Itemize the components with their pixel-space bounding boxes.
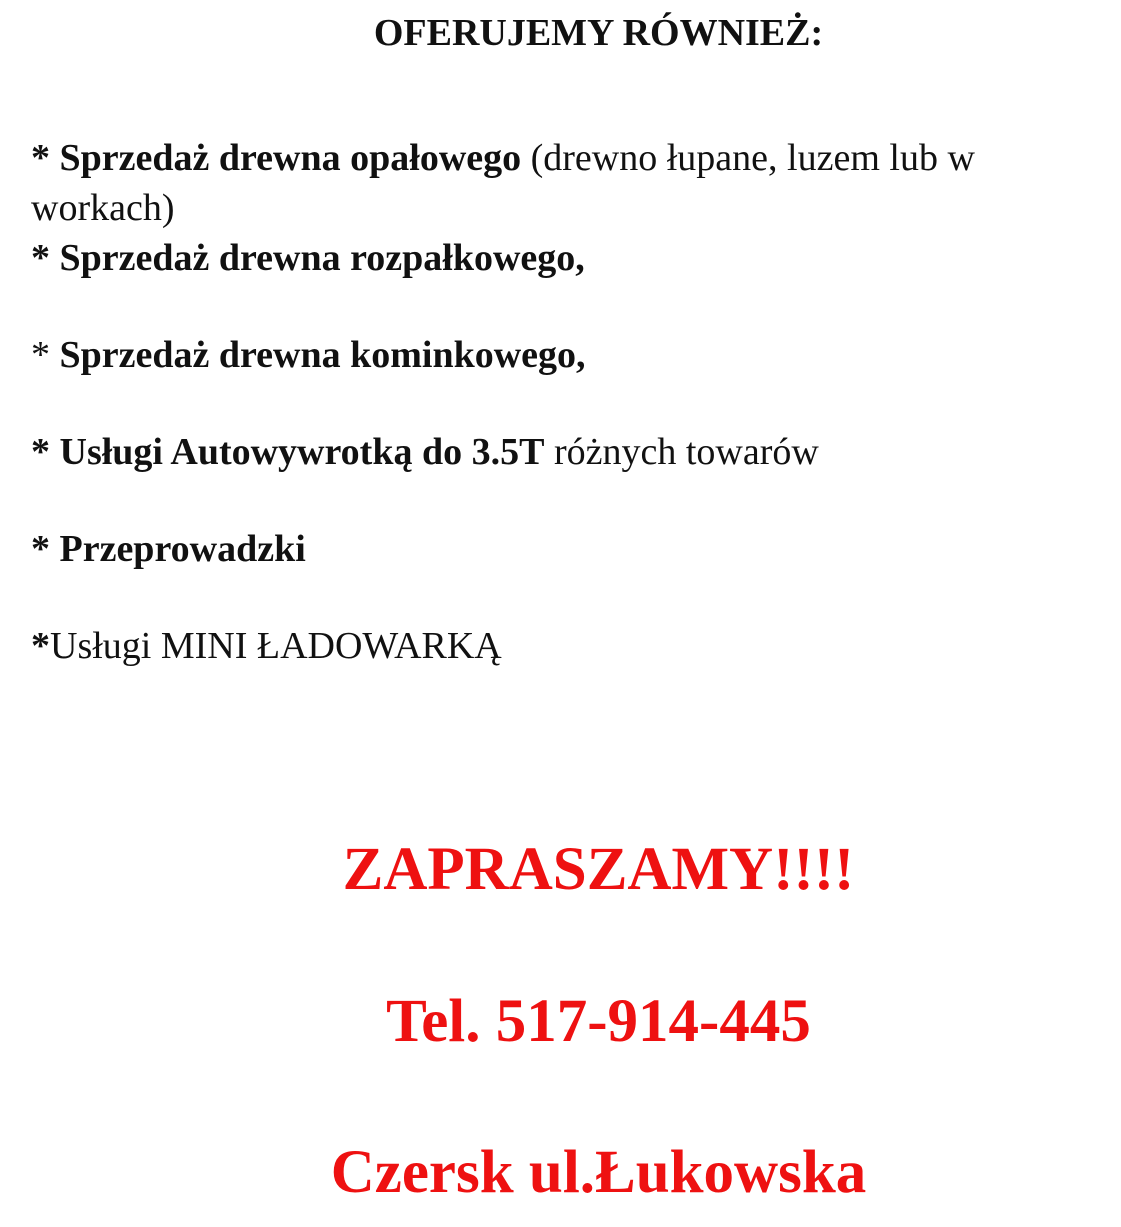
address-text: Czersk ul.Łukowska bbox=[330, 1139, 867, 1206]
offer-list bbox=[31, 133, 1111, 671]
offer-item-moving bbox=[31, 524, 1111, 574]
offer-title: Sprzedaż drewna rozpałkowego, bbox=[50, 237, 585, 279]
offer-bullet: * bbox=[31, 237, 50, 279]
offer-bullet: * bbox=[31, 431, 50, 473]
offer-item-mini-loader bbox=[31, 621, 1111, 671]
offer-details: różnych towarów bbox=[544, 431, 819, 473]
offer-item-kindling bbox=[31, 233, 1111, 283]
offer-details: (drewno łupane, luzem lub w workach) bbox=[31, 137, 975, 229]
offer-bullet: * bbox=[31, 137, 50, 179]
invitation-text: ZAPRASZAMY!!!! bbox=[342, 836, 855, 903]
offer-item-fireplace-wood bbox=[31, 330, 1111, 380]
offer-bullet: * bbox=[31, 528, 50, 570]
offer-item-dump-truck bbox=[31, 427, 1111, 477]
offer-item-firewood bbox=[31, 133, 1111, 233]
offer-title: Usługi MINI ŁADOWARKĄ bbox=[50, 625, 502, 667]
offer-heading: OFERUJEMY RÓWNIEŻ: bbox=[373, 12, 824, 54]
offer-title: Sprzedaż drewna opałowego bbox=[50, 137, 522, 179]
offer-title: Przeprowadzki bbox=[50, 528, 306, 570]
offer-bullet: * bbox=[31, 334, 50, 376]
offer-title: Usługi Autowywrotką do 3.5T bbox=[50, 431, 545, 473]
offer-title: Sprzedaż drewna kominkowego, bbox=[50, 334, 586, 376]
phone-number: Tel. 517-914-445 bbox=[386, 988, 811, 1055]
offer-bullet: * bbox=[31, 625, 50, 667]
